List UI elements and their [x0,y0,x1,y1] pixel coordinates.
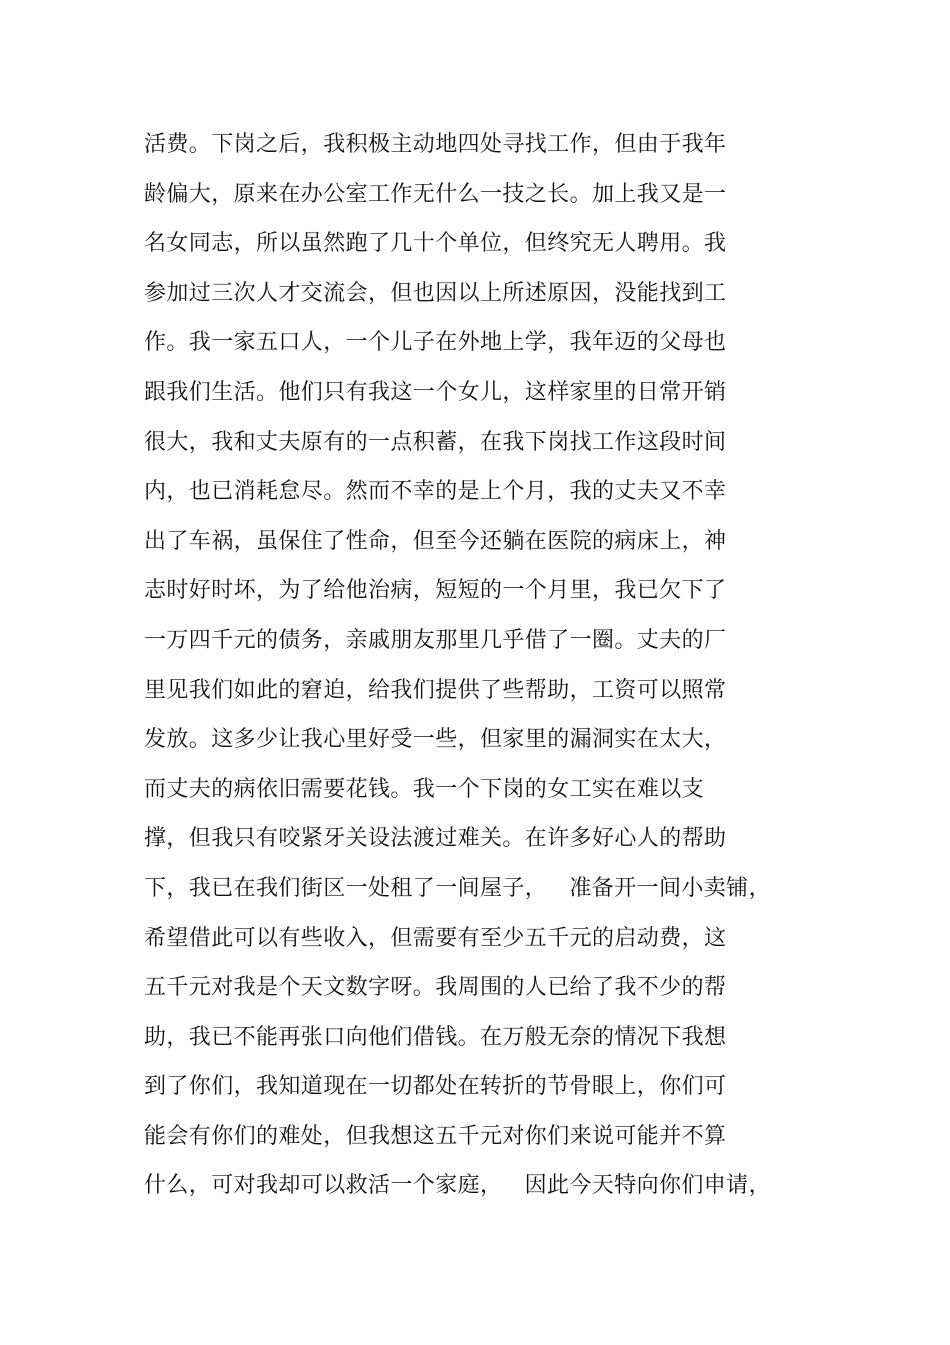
text-line: 作。我一家五口人，一个儿子在外地上学，我年迈的父母也 [144,330,727,356]
text-line: 活费。下岗之后，我积极主动地四处寻找工作，但由于我年 [144,132,727,157]
text-line: 到了你们，我知道现在一切都处在转折的节骨眼上，你们可 [144,1074,727,1100]
text-line: 助，我已不能再张口向他们借钱。在万般无奈的情况下我想 [144,1024,727,1050]
text-line: 下，我已在我们街区一处租了一间屋子， 准备开一间小卖铺， [144,875,771,901]
text-line: 龄偏大，原来在办公室工作无什么一技之长。加上我又是一 [144,181,727,207]
text-line: 跟我们生活。他们只有我这一个女儿，这样家里的日常开销 [144,379,727,405]
text-line: 名女同志，所以虽然跑了几十个单位，但终究无人聘用。我 [144,231,727,257]
letter-body [144,120,804,1211]
text-line: 里见我们如此的窘迫，给我们提供了些帮助，工资可以照常 [144,677,727,703]
text-line: 而丈夫的病依旧需要花钱。我一个下岗的女工实在难以支 [144,776,705,802]
text-line: 希望借此可以有些收入，但需要有至少五千元的启动费，这 [144,925,727,951]
text-line: 很大，我和丈夫原有的一点积蓄，在我下岗找工作这段时间 [144,429,727,455]
text-line: 五千元对我是个天文数字呀。我周围的人已给了我不少的帮 [144,975,727,1001]
text-line: 参加过三次人才交流会，但也因以上所述原因，没能找到工 [144,280,727,306]
text-line: 一万四千元的债务，亲戚朋友那里几乎借了一圈。丈夫的厂 [144,627,727,653]
text-line: 什么，可对我却可以救活一个家庭， 因此今天特向你们申请， [144,1173,771,1199]
text-line: 能会有你们的难处，但我想这五千元对你们来说可能并不算 [144,1123,727,1149]
text-line: 内，也已消耗怠尽。然而不幸的是上个月，我的丈夫又不幸 [144,479,727,505]
text-line: 撑，但我只有咬紧牙关设法渡过难关。在许多好心人的帮助 [144,826,727,852]
text-line: 发放。这多少让我心里好受一些，但家里的漏洞实在太大， [144,727,727,753]
text-line: 志时好时坏，为了给他治病，短短的一个月里，我已欠下了 [144,578,727,604]
text-line: 出了车祸，虽保住了性命，但至今还躺在医院的病床上，神 [144,528,727,554]
